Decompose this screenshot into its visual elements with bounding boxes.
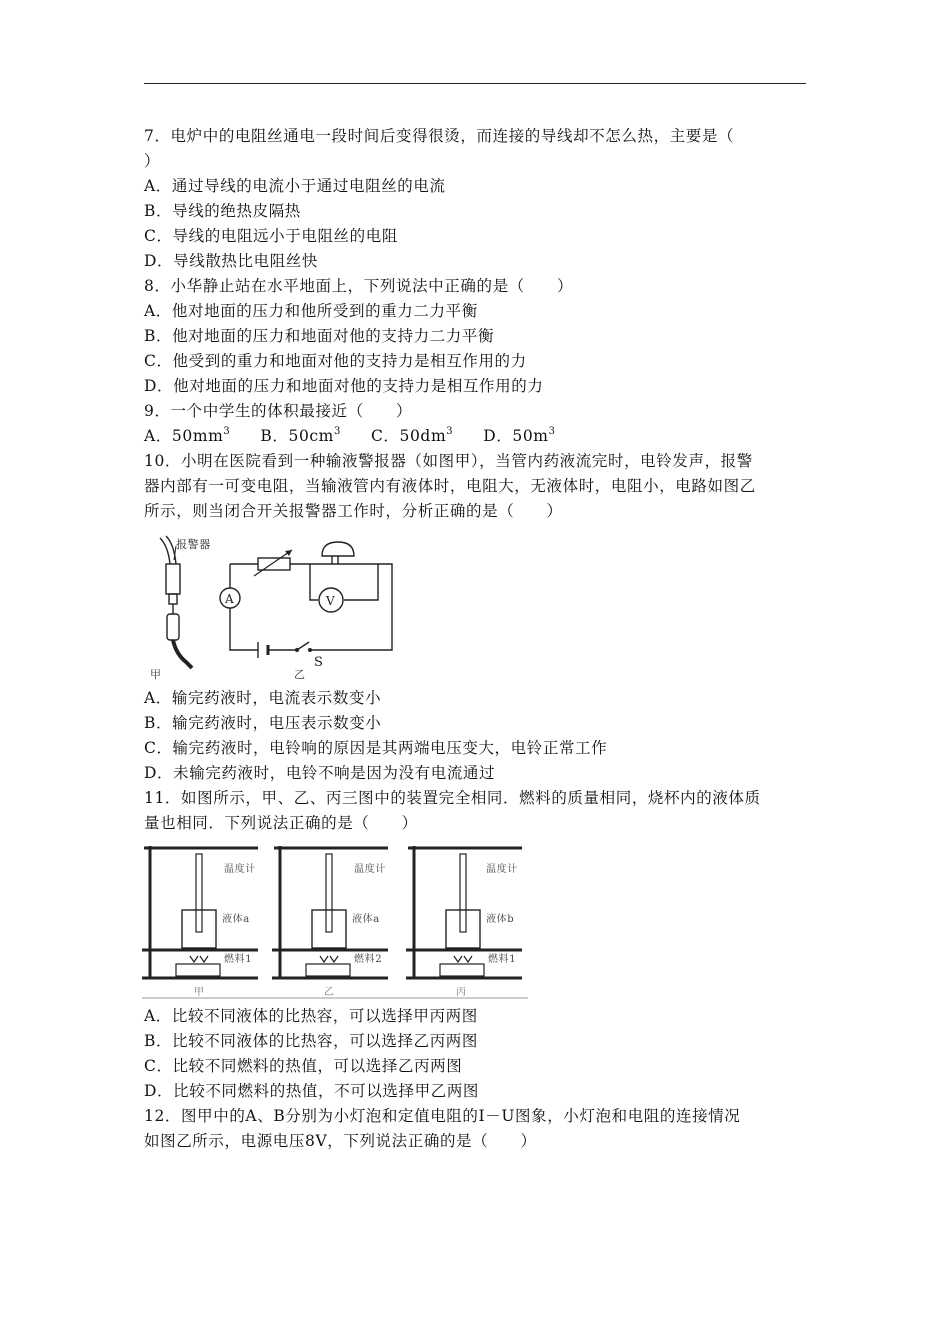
q12-stem-line1: 12．图甲中的A、B分别为小灯泡和定值电阻的I－U图象，小灯泡和电阻的连接情况 [144,1107,741,1125]
q9-option-a[interactable]: A．$50mm^3$ [144,426,231,445]
ammeter-label: A [225,592,235,606]
q11-apparatus-figure [142,842,530,1000]
switch-label: S [314,655,324,670]
q8-option-c[interactable]: C．他受到的重力和地面对他的支持力是相互作用的力 [144,352,527,370]
q11-stem-line1: 11．如图所示，甲、乙、丙三图中的装置完全相同．燃料的质量相同，烧杯内的液体质 [144,789,761,807]
header-rule [144,83,806,84]
q9-option-d[interactable]: D．$50m^3$ [483,426,556,445]
q9-option-b[interactable]: B．$50cm^3$ [260,426,341,445]
q10-option-b[interactable]: B．输完药液时，电压表示数变小 [144,714,382,732]
question-10 [144,449,810,786]
q10-circuit-figure [146,532,398,680]
voltmeter-label: V [326,594,336,608]
q8-option-d[interactable]: D．他对地面的压力和地面对他的支持力是相互作用的力 [144,377,544,395]
q9-options [144,424,810,449]
variable-resistor-arrowhead [285,550,292,556]
thermometer-label-jia: 温度计 [224,864,256,875]
q7-stem-line1: 7．电炉中的电阻丝通电一段时间后变得很烫，而连接的导线却不怎么热，主要是（ [144,127,735,145]
q10-stem-line3: 所示，则当闭合开关报警器工作时，分析正确的是（ ） [144,502,563,520]
alarm-label: 报警器 [176,538,211,551]
thermometer-label-yi: 温度计 [354,864,386,875]
q7-option-a[interactable]: A．通过导线的电流小于通过电阻丝的电流 [144,177,446,195]
q10-stem-line1: 10．小明在医院看到一种输液警报器（如图甲），当管内药液流完时，电铃发声，报警 [144,452,753,470]
q10-option-d[interactable]: D．未输完药液时，电铃不响是因为没有电流通过 [144,764,496,782]
circuit-wires [230,564,392,650]
q11-option-b[interactable]: B．比较不同液体的比热容，可以选择乙丙两图 [144,1032,478,1050]
fuel-label-jia: 燃料1 [224,954,253,965]
caption-yi: 乙 [324,987,335,998]
q8-option-a[interactable]: A．他对地面的压力和他所受到的重力二力平衡 [144,302,478,320]
q7-option-d[interactable]: D．导线散热比电阻丝快 [144,252,319,270]
switch-blade [297,642,309,650]
liquid-label-jia: 液体a [222,914,250,925]
q11-option-d[interactable]: D．比较不同燃料的热值，不可以选择甲乙两图 [144,1082,480,1100]
liquid-label-bing: 液体b [486,914,515,925]
figure-yi-label: 乙 [294,668,306,680]
thermometer-label-bing: 温度计 [486,864,518,875]
q7-option-b[interactable]: B．导线的绝热皮隔热 [144,202,301,220]
q8-option-b[interactable]: B．他对地面的压力和地面对他的支持力二力平衡 [144,327,495,345]
question-8 [144,274,810,399]
caption-jia: 甲 [194,987,205,998]
caption-bing: 丙 [456,987,467,998]
q9-stem: 9．一个中学生的体积最接近（ ） [144,402,413,420]
q12-stem-line2: 如图乙所示，电源电压8V，下列说法正确的是（ ） [144,1132,537,1150]
variable-resistor [258,558,290,570]
fuel-label-bing: 燃料1 [488,954,517,965]
q10-stem-line2: 器内部有一可变电阻，当输液管内有液体时，电阻大，无液体时，电阻小，电路如图乙 [144,477,756,495]
question-7 [144,124,810,274]
q7-stem-line2: ） [144,152,161,170]
q10-option-c[interactable]: C．输完药液时，电铃响的原因是其两端电压变大，电铃正常工作 [144,739,608,757]
question-12 [144,1104,810,1154]
iv-alarm-device [160,536,192,668]
fuel-label-yi: 燃料2 [354,954,383,965]
q8-stem: 8．小华静止站在水平地面上，下列说法中正确的是（ ） [144,277,574,295]
exam-page [144,124,810,1154]
question-9 [144,399,810,449]
q11-option-a[interactable]: A．比较不同液体的比热容，可以选择甲丙两图 [144,1007,478,1025]
q9-option-c[interactable]: C．$50dm^3$ [370,426,454,445]
q7-option-c[interactable]: C．导线的电阻远小于电阻丝的电阻 [144,227,398,245]
liquid-label-yi: 液体a [352,914,380,925]
switch-contact-right [308,648,312,652]
q11-option-c[interactable]: C．比较不同燃料的热值，可以选择乙丙两图 [144,1057,463,1075]
q11-stem-line2: 量也相同．下列说法正确的是（ ） [144,814,418,832]
figure-jia-label: 甲 [150,668,162,680]
question-11 [144,786,810,1104]
q10-option-a[interactable]: A．输完药液时，电流表示数变小 [144,689,382,707]
